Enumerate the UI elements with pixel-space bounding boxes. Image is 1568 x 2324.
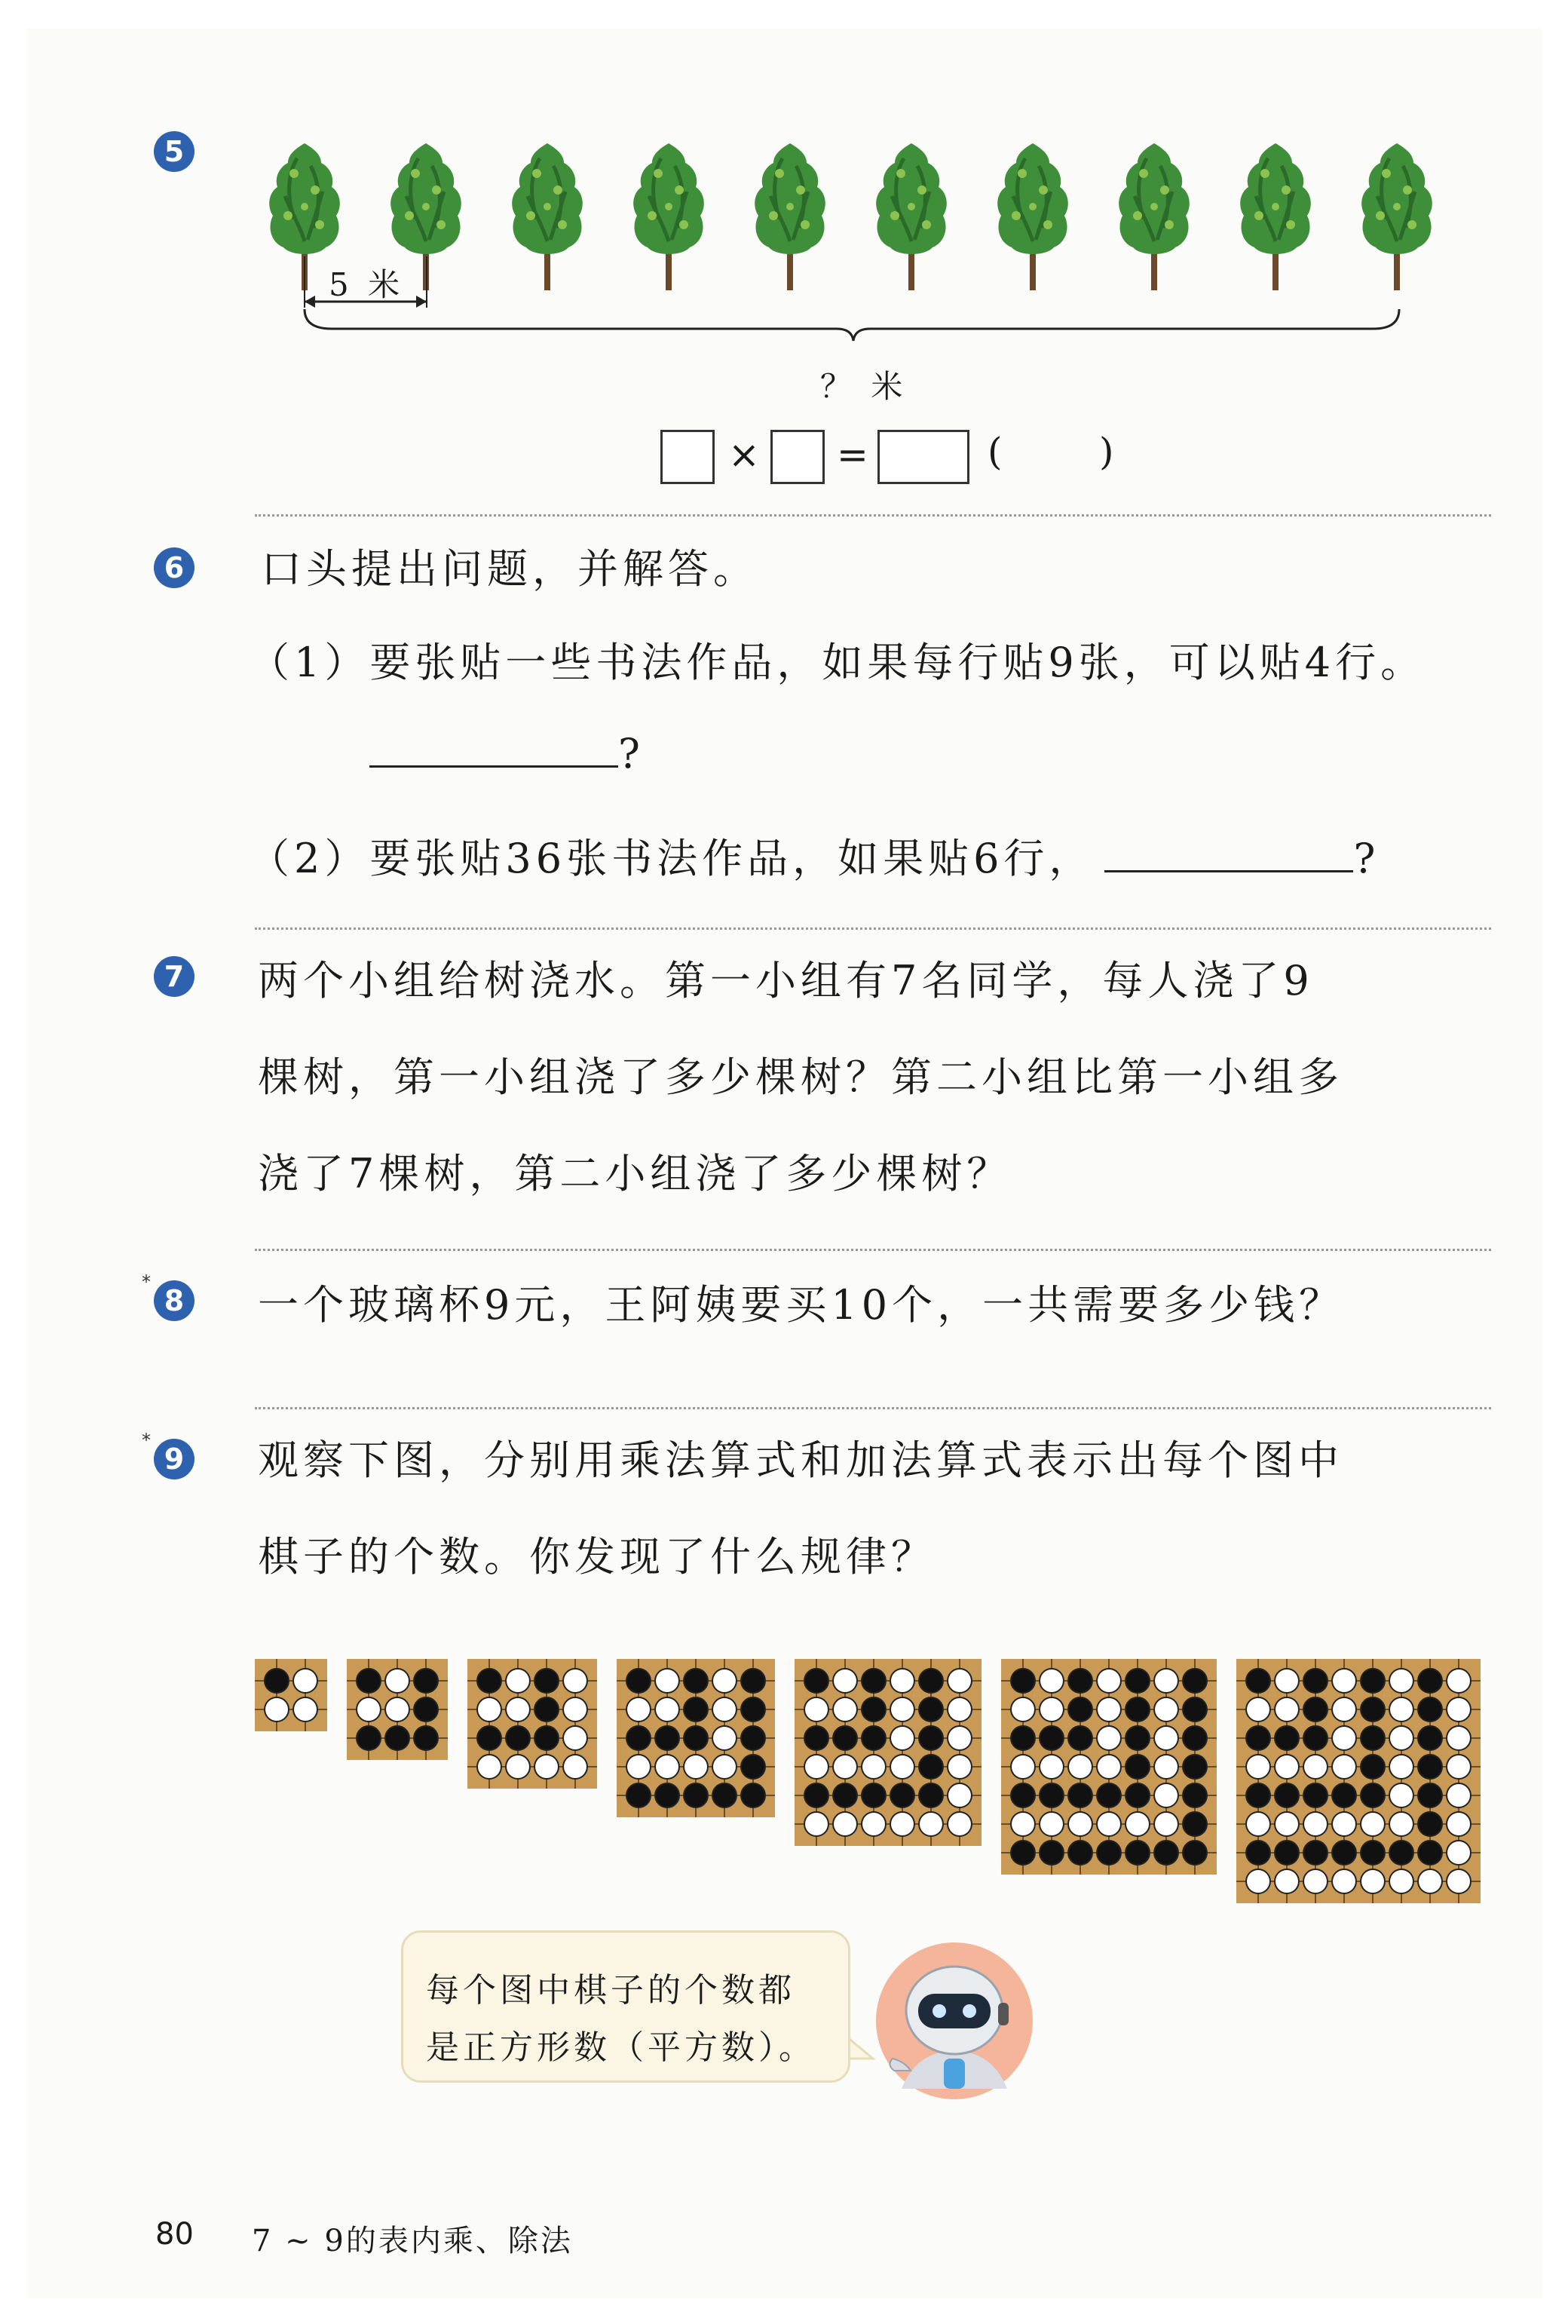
page-number: 80 xyxy=(155,2217,194,2252)
black-stone xyxy=(1275,1783,1299,1807)
white-stone xyxy=(890,1755,914,1779)
white-stone xyxy=(1011,1812,1035,1836)
white-stone xyxy=(1011,1755,1035,1779)
black-stone xyxy=(477,1669,501,1693)
total-distance-label: ？ 米 xyxy=(820,368,908,405)
white-stone xyxy=(1011,1697,1035,1722)
white-stone xyxy=(655,1697,679,1722)
black-stone xyxy=(919,1697,943,1722)
white-stone xyxy=(385,1669,409,1693)
white-stone xyxy=(506,1669,530,1693)
white-stone xyxy=(1447,1812,1471,1836)
white-stone xyxy=(1389,1726,1413,1750)
white-stone xyxy=(1068,1755,1092,1779)
white-stone xyxy=(1303,1755,1328,1779)
white-stone xyxy=(357,1697,381,1722)
white-stone xyxy=(265,1697,289,1722)
white-stone xyxy=(1389,1869,1413,1893)
black-stone xyxy=(414,1669,438,1693)
unit-paren-close: ) xyxy=(1099,430,1114,474)
black-stone xyxy=(1275,1726,1299,1750)
white-stone xyxy=(1246,1869,1270,1893)
black-stone xyxy=(684,1697,708,1722)
white-stone xyxy=(563,1726,587,1750)
white-stone xyxy=(712,1755,737,1779)
black-stone xyxy=(357,1669,381,1693)
white-stone xyxy=(1097,1726,1121,1750)
black-stone xyxy=(265,1669,289,1693)
go-board xyxy=(1001,1659,1217,1875)
black-stone xyxy=(357,1726,381,1750)
black-stone xyxy=(1361,1697,1385,1722)
white-stone xyxy=(1275,1669,1299,1693)
white-stone xyxy=(1303,1869,1328,1893)
black-stone xyxy=(1068,1841,1092,1865)
factor-box-2[interactable] xyxy=(770,430,825,484)
problem-6-q1-answer xyxy=(369,730,645,777)
speech-bubble xyxy=(401,1930,850,2083)
white-stone xyxy=(655,1669,679,1693)
white-stone xyxy=(477,1755,501,1779)
black-stone xyxy=(1275,1841,1299,1865)
white-stone xyxy=(1154,1669,1178,1693)
black-stone xyxy=(919,1669,943,1693)
black-stone xyxy=(1011,1841,1035,1865)
white-stone xyxy=(1246,1755,1270,1779)
white-stone xyxy=(563,1755,587,1779)
black-stone xyxy=(684,1783,708,1807)
black-stone xyxy=(1418,1783,1442,1807)
white-stone xyxy=(862,1812,886,1836)
white-stone xyxy=(293,1697,317,1722)
black-stone xyxy=(1246,1669,1270,1693)
white-stone xyxy=(1332,1697,1356,1722)
black-stone xyxy=(1040,1783,1064,1807)
white-stone xyxy=(1332,1755,1356,1779)
black-stone xyxy=(833,1783,857,1807)
white-stone xyxy=(655,1755,679,1779)
black-stone xyxy=(1154,1841,1178,1865)
black-stone xyxy=(1011,1783,1035,1807)
white-stone xyxy=(293,1669,317,1693)
tree-icon xyxy=(1119,143,1190,290)
black-stone xyxy=(890,1783,914,1807)
black-stone xyxy=(1389,1841,1413,1865)
white-stone xyxy=(1246,1697,1270,1722)
black-stone xyxy=(1125,1783,1150,1807)
white-stone xyxy=(1154,1755,1178,1779)
problem-7-badge: 7 xyxy=(154,956,194,997)
white-stone xyxy=(1275,1869,1299,1893)
black-stone xyxy=(1068,1726,1092,1750)
white-stone xyxy=(1447,1669,1471,1693)
white-stone xyxy=(919,1812,943,1836)
black-stone xyxy=(1183,1697,1207,1722)
q2-question-mark: ? xyxy=(1353,835,1380,882)
black-stone xyxy=(477,1726,501,1750)
bubble-line-2: 是正方形数（平方数）。 xyxy=(426,2028,816,2067)
black-stone xyxy=(741,1669,765,1693)
white-stone xyxy=(626,1697,651,1722)
problem-5-badge: 5 xyxy=(154,131,194,172)
black-stone xyxy=(534,1726,559,1750)
black-stone xyxy=(833,1726,857,1750)
divider xyxy=(255,1407,1491,1409)
answer-blank-2[interactable] xyxy=(1104,863,1353,872)
white-stone xyxy=(1361,1812,1385,1836)
black-stone xyxy=(1246,1783,1270,1807)
white-stone xyxy=(890,1812,914,1836)
black-stone xyxy=(862,1726,886,1750)
white-stone xyxy=(1332,1669,1356,1693)
times-sign: × xyxy=(728,433,760,477)
white-stone xyxy=(1389,1755,1413,1779)
black-stone xyxy=(804,1783,828,1807)
white-stone xyxy=(1275,1755,1299,1779)
robot-icon xyxy=(871,1938,1037,2104)
black-stone xyxy=(1183,1812,1207,1836)
black-stone xyxy=(1361,1783,1385,1807)
black-stone xyxy=(1183,1755,1207,1779)
white-stone xyxy=(804,1812,828,1836)
white-stone xyxy=(1447,1726,1471,1750)
black-stone xyxy=(1303,1841,1328,1865)
black-stone xyxy=(534,1669,559,1693)
white-stone xyxy=(1332,1726,1356,1750)
white-stone xyxy=(804,1697,828,1722)
black-stone xyxy=(1361,1726,1385,1750)
problem-9-line-2: 棋子的个数。你发现了什么规律？ xyxy=(258,1533,936,1581)
white-stone xyxy=(1154,1726,1178,1750)
answer-blank-1[interactable] xyxy=(369,758,618,768)
white-stone xyxy=(1246,1812,1270,1836)
q2-text: （2）要张贴36张书法作品，如果贴6行， xyxy=(249,835,1095,882)
optional-star: * xyxy=(142,1430,151,1451)
white-stone xyxy=(1097,1669,1121,1693)
black-stone xyxy=(1183,1726,1207,1750)
black-stone xyxy=(862,1697,886,1722)
black-stone xyxy=(1418,1841,1442,1865)
white-stone xyxy=(1447,1869,1471,1893)
black-stone xyxy=(414,1726,438,1750)
tree-icon xyxy=(512,143,583,290)
go-board xyxy=(467,1659,597,1789)
problem-8-text: 一个玻璃杯9元，王阿姨要买10个，一共需要多少钱？ xyxy=(258,1281,1345,1329)
white-stone xyxy=(948,1669,972,1693)
black-stone xyxy=(1303,1697,1328,1722)
white-stone xyxy=(1154,1812,1178,1836)
white-stone xyxy=(1447,1783,1471,1807)
black-stone xyxy=(1125,1697,1150,1722)
white-stone xyxy=(1303,1812,1328,1836)
white-stone xyxy=(1361,1869,1385,1893)
black-stone xyxy=(626,1783,651,1807)
black-stone xyxy=(1125,1669,1150,1693)
white-stone xyxy=(1275,1697,1299,1722)
black-stone xyxy=(919,1755,943,1779)
black-stone xyxy=(741,1726,765,1750)
white-stone xyxy=(1040,1755,1064,1779)
black-stone xyxy=(1418,1726,1442,1750)
black-stone xyxy=(862,1669,886,1693)
white-stone xyxy=(1447,1697,1471,1722)
black-stone xyxy=(741,1783,765,1807)
black-stone xyxy=(741,1697,765,1722)
black-stone xyxy=(1418,1697,1442,1722)
tree-icon xyxy=(633,143,704,290)
black-stone xyxy=(385,1726,409,1750)
white-stone xyxy=(1389,1697,1413,1722)
white-stone xyxy=(534,1755,559,1779)
problem-7-line-3: 浇了7棵树，第二小组浇了多少棵树？ xyxy=(258,1150,1012,1197)
white-stone xyxy=(506,1755,530,1779)
problem-6-q1: （1）要张贴一些书法作品，如果每行贴9张，可以贴4行。 xyxy=(249,639,1426,686)
white-stone xyxy=(1447,1841,1471,1865)
tree-icon xyxy=(1361,143,1432,290)
white-stone xyxy=(1447,1755,1471,1779)
black-stone xyxy=(1011,1726,1035,1750)
tree-row xyxy=(0,0,1568,422)
white-stone xyxy=(833,1812,857,1836)
tree-icon xyxy=(755,143,825,290)
white-stone xyxy=(948,1783,972,1807)
black-stone xyxy=(1418,1812,1442,1836)
white-stone xyxy=(712,1669,737,1693)
white-stone xyxy=(1275,1812,1299,1836)
problem-6-badge: 6 xyxy=(154,547,194,588)
white-stone xyxy=(1040,1697,1064,1722)
tree-icon xyxy=(997,143,1068,290)
problem-6-title: 口头提出问题，并解答。 xyxy=(261,545,758,593)
black-stone xyxy=(626,1726,651,1750)
white-stone xyxy=(506,1697,530,1722)
divider xyxy=(255,927,1491,930)
black-stone xyxy=(1246,1726,1270,1750)
chapter-title: 7 ~ 9的表内乘、除法 xyxy=(252,2224,573,2258)
white-stone xyxy=(948,1755,972,1779)
black-stone xyxy=(655,1726,679,1750)
black-stone xyxy=(1040,1726,1064,1750)
factor-box-1[interactable] xyxy=(660,430,715,484)
black-stone xyxy=(1040,1841,1064,1865)
white-stone xyxy=(563,1697,587,1722)
black-stone xyxy=(804,1726,828,1750)
black-stone xyxy=(1125,1726,1150,1750)
white-stone xyxy=(1154,1697,1178,1722)
go-board xyxy=(1236,1659,1481,1903)
white-stone xyxy=(890,1669,914,1693)
black-stone xyxy=(1183,1669,1207,1693)
problem-7-line-2: 棵树，第一小组浇了多少棵树？第二小组比第一小组多 xyxy=(258,1053,1343,1101)
white-stone xyxy=(890,1726,914,1750)
black-stone xyxy=(804,1669,828,1693)
black-stone xyxy=(1332,1841,1356,1865)
white-stone xyxy=(684,1755,708,1779)
white-stone xyxy=(948,1812,972,1836)
black-stone xyxy=(1418,1755,1442,1779)
problem-8-badge: 8 xyxy=(154,1280,194,1321)
white-stone xyxy=(833,1669,857,1693)
black-stone xyxy=(1097,1783,1121,1807)
divider xyxy=(255,1249,1491,1251)
black-stone xyxy=(1183,1783,1207,1807)
black-stone xyxy=(534,1697,559,1722)
white-stone xyxy=(1154,1783,1178,1807)
black-stone xyxy=(919,1783,943,1807)
white-stone xyxy=(385,1697,409,1722)
black-stone xyxy=(1125,1841,1150,1865)
go-board xyxy=(255,1659,327,1731)
white-stone xyxy=(1040,1812,1064,1836)
white-stone xyxy=(833,1755,857,1779)
black-stone xyxy=(1183,1841,1207,1865)
white-stone xyxy=(948,1726,972,1750)
white-stone xyxy=(1097,1755,1121,1779)
black-stone xyxy=(1303,1783,1328,1807)
black-stone xyxy=(1068,1669,1092,1693)
black-stone xyxy=(414,1697,438,1722)
black-stone xyxy=(506,1726,530,1750)
black-stone xyxy=(919,1726,943,1750)
equals-sign: = xyxy=(837,433,868,477)
black-stone xyxy=(626,1669,651,1693)
q1-question-mark: ? xyxy=(618,730,645,777)
tree-icon xyxy=(876,143,947,290)
problem-9-badge: 9 xyxy=(154,1439,194,1479)
problem-6-q2 xyxy=(249,826,1380,885)
optional-star: * xyxy=(142,1271,151,1292)
black-stone xyxy=(1332,1783,1356,1807)
white-stone xyxy=(1040,1669,1064,1693)
white-stone xyxy=(1097,1697,1121,1722)
white-stone xyxy=(890,1697,914,1722)
bubble-line-1: 每个图中棋子的个数都 xyxy=(426,1971,795,2010)
divider xyxy=(255,514,1491,517)
go-board xyxy=(617,1659,775,1817)
product-box[interactable] xyxy=(877,430,969,484)
unit-paren-open: ( xyxy=(988,430,1003,474)
white-stone xyxy=(862,1755,886,1779)
black-stone xyxy=(741,1755,765,1779)
white-stone xyxy=(1389,1783,1413,1807)
black-stone xyxy=(684,1669,708,1693)
black-stone xyxy=(1303,1726,1328,1750)
white-stone xyxy=(948,1697,972,1722)
problem-7-line-1: 两个小组给树浇水。第一小组有7名同学，每人浇了9 xyxy=(258,957,1314,1004)
tree-icon xyxy=(1240,143,1311,290)
black-stone xyxy=(1361,1755,1385,1779)
white-stone xyxy=(804,1755,828,1779)
problem-9-line-1: 观察下图，分别用乘法算式和加法算式表示出每个图中 xyxy=(258,1436,1343,1484)
black-stone xyxy=(1068,1783,1092,1807)
black-stone xyxy=(712,1783,737,1807)
white-stone xyxy=(712,1697,737,1722)
white-stone xyxy=(1332,1869,1356,1893)
black-stone xyxy=(655,1783,679,1807)
black-stone xyxy=(862,1783,886,1807)
black-stone xyxy=(1125,1755,1150,1779)
black-stone xyxy=(1361,1669,1385,1693)
black-stone xyxy=(1418,1669,1442,1693)
black-stone xyxy=(1246,1841,1270,1865)
black-stone xyxy=(1097,1841,1121,1865)
white-stone xyxy=(1332,1812,1356,1836)
white-stone xyxy=(1125,1812,1150,1836)
white-stone xyxy=(712,1726,737,1750)
black-stone xyxy=(1361,1841,1385,1865)
white-stone xyxy=(1068,1812,1092,1836)
white-stone xyxy=(1389,1812,1413,1836)
white-stone xyxy=(477,1697,501,1722)
black-stone xyxy=(1068,1697,1092,1722)
white-stone xyxy=(1418,1869,1442,1893)
go-board xyxy=(795,1659,982,1846)
spacing-label: 5 米 xyxy=(329,266,405,303)
white-stone xyxy=(1389,1669,1413,1693)
go-board xyxy=(347,1659,448,1760)
white-stone xyxy=(833,1697,857,1722)
white-stone xyxy=(563,1669,587,1693)
black-stone xyxy=(1011,1669,1035,1693)
white-stone xyxy=(626,1755,651,1779)
white-stone xyxy=(1097,1812,1121,1836)
black-stone xyxy=(1303,1669,1328,1693)
black-stone xyxy=(684,1726,708,1750)
